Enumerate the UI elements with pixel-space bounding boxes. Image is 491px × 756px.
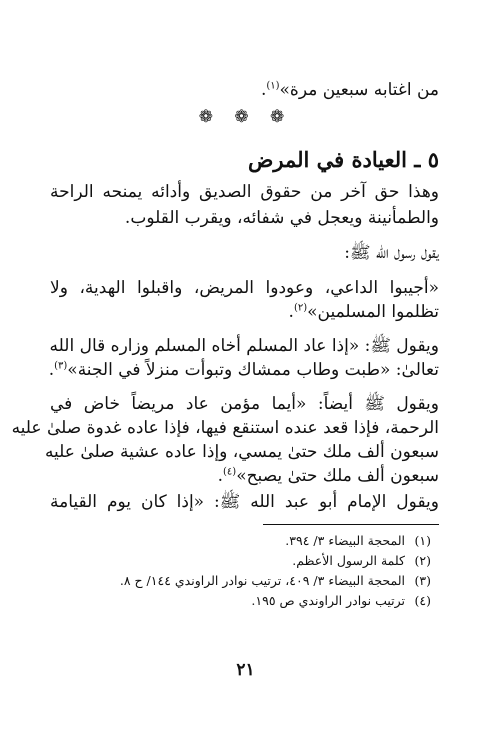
hadith-1-text-end: تظلموا المسلمين» [307, 302, 439, 322]
footnote-2-number: (٢) [414, 553, 431, 568]
hadith-2-period: . [48, 360, 55, 380]
footnote-1-number: (١) [414, 533, 431, 548]
hadith-3-line-1: ويقول ﷺ أيضاً: «أيما مؤمن عاد مريضاً خاض في [50, 394, 439, 414]
footnote-separator [263, 524, 439, 525]
intro-line-2: والطمأنينة ويعجل في شفائه، ويقرب القلوب. [124, 208, 439, 228]
hadith-1-line-2 [50, 300, 439, 324]
footnote-2 [50, 552, 431, 570]
footnote-3-text: المحجة البيضاء ٣/ ٤٠٩، ترتيب نوادر الراوندي ١٤٤/ ح ٨. [119, 573, 405, 588]
footnote-ref-1: (١) [266, 80, 280, 92]
footnote-2-text: كلمة الرسول الأعظم. [292, 553, 405, 568]
footnote-4 [50, 592, 431, 610]
footnote-1-text: المحجة البيضاء ٣/ ٣٩٤. [285, 533, 405, 548]
footnote-ref-2: (٢) [293, 302, 308, 314]
footnote-3 [50, 572, 431, 590]
continued-text-line [50, 78, 439, 102]
footnote-1 [50, 532, 431, 550]
footnote-4-number: (٤) [414, 593, 431, 608]
section-heading: ٥ ـ العيادة في المرض [247, 147, 439, 172]
footnote-4-text: ترتيب نوادر الراوندي ص ١٩٥. [251, 593, 405, 608]
hadith-1-period: . [288, 302, 294, 322]
intro-line-1: وهذا حق آخر من حقوق الصديق وأدائه يمنحه الراحة [50, 182, 439, 202]
hadith-3-line-2: الرحمة، فإذا قعد عنده استنقع فيها، فإذا عاده غدوة صلىٰ عليه [11, 418, 439, 438]
hadith-3-line-3: سبعون ألف ملك حتىٰ يمسي، وإذا عاده عشية صلىٰ عليه [44, 442, 439, 462]
top-line-end: . [260, 80, 267, 100]
hadith-3-period: . [217, 466, 223, 486]
hadith-3-line-4 [50, 464, 439, 488]
footnote-ref-3: (٣) [54, 360, 68, 372]
hadith-1-line-1: «أجيبوا الداعي، وعودوا المريض، واقبلوا الهدية، ولا [50, 278, 439, 298]
footnote-ref-4: (٤) [223, 466, 237, 478]
prophet-says-line: يقول رسول الله ﷺ: [344, 243, 439, 263]
imam-line: ويقول الإمام أبو عبد الله ﷺ: «إذا كان يوم القيامة [50, 492, 439, 512]
hadith-2-text-end: تعالىٰ: «طبت وطاب ممشاك وتبوأت منزلاً في الجنة» [67, 360, 439, 380]
hadith-3-text-end: سبعون ألف ملك حتىٰ يصبح» [236, 466, 439, 486]
hadith-2-line-2 [50, 358, 439, 382]
hadith-2-line-1: ويقول ﷺ: «إذا عاد المسلم أخاه المسلم وزاره قال الله [49, 336, 439, 356]
section-divider-ornaments: ❁ ❁ ❁ [198, 107, 293, 127]
footnote-3-number: (٣) [414, 573, 431, 588]
top-line-text: من اغتابه سبعين مرة» [279, 80, 439, 100]
page-number: ٢١ [236, 660, 255, 680]
